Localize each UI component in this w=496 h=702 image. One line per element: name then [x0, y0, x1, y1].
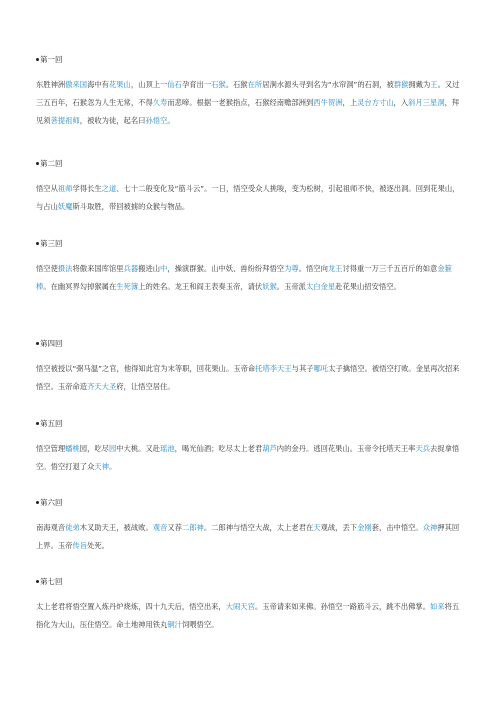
keyword-link[interactable]: 妖魔: [57, 202, 73, 211]
keyword-link[interactable]: 在所: [247, 80, 263, 89]
keyword-link[interactable]: 王: [430, 80, 438, 89]
paragraph-text: 将傲来国库馆里: [72, 264, 124, 273]
keyword-link[interactable]: 金刚: [357, 523, 372, 532]
keyword-link[interactable]: 中: [160, 264, 168, 273]
chapter-7: [36, 576, 464, 634]
paragraph-text: 中大桃。又赴: [116, 444, 161, 453]
paragraph-text: 木叉助天王，被战败。: [79, 523, 153, 532]
paragraph-text: 饲喂悟空。: [181, 620, 219, 629]
paragraph-text: 将五指化为大山，压住悟空。命土地神用铁丸: [36, 602, 460, 629]
paragraph-text: 海中有: [87, 80, 109, 89]
keyword-link[interactable]: 园: [108, 444, 117, 453]
paragraph-text: 悟空管理: [36, 444, 66, 453]
keyword-link[interactable]: 群猴: [393, 80, 409, 89]
keyword-link[interactable]: 哪吒: [313, 364, 329, 373]
keyword-link[interactable]: 蟠桃: [65, 444, 80, 453]
chapter-heading: 第三回: [36, 238, 464, 249]
paragraph-text: ，被收为徒，起名曰: [79, 116, 146, 125]
keyword-link[interactable]: 久寿: [152, 98, 168, 107]
paragraph-text: 园，吃尽: [79, 444, 109, 453]
paragraph-text: 孕育出一: [181, 80, 212, 89]
paragraph-text: ，操演群猴。山中妖、兽纷纷拜悟空: [167, 264, 285, 273]
keyword-link[interactable]: 斜月三星洞: [408, 98, 445, 107]
paragraph-text: 搬进山: [138, 264, 161, 273]
keyword-link[interactable]: 花果山: [108, 80, 131, 89]
keyword-link[interactable]: 铜汁: [167, 620, 182, 629]
paragraph-text: 。: [167, 116, 175, 125]
paragraph-text: ，喝光仙酒；吃尽太上老君: [174, 444, 263, 453]
paragraph-text: 而悲啼。根据一老猴指点，石猴经南赡部洲到: [167, 98, 314, 107]
paragraph-text: 。悟空向: [298, 264, 328, 273]
paragraph-text: 。: [108, 462, 117, 471]
keyword-link[interactable]: 摄法: [57, 264, 73, 273]
paragraph-text: ，拜见须: [36, 98, 460, 125]
bullet-dot: [36, 580, 39, 583]
keyword-link[interactable]: 观音: [152, 523, 168, 532]
keyword-link[interactable]: 金箍棒: [36, 264, 452, 291]
chapter-4: [36, 338, 464, 396]
keyword-link[interactable]: 西牛贺洲: [313, 98, 343, 107]
paragraph-text: 。二郎神与悟空大战，太上老君在: [203, 523, 314, 532]
keyword-link[interactable]: 天: [313, 523, 321, 532]
paragraph-text: 处死。: [87, 541, 109, 550]
paragraph-text: 。玉帝派: [276, 282, 306, 291]
chapter-paragraph: [36, 180, 464, 216]
paragraph-text: 太子擒悟空。被悟空打败。金星再次招来悟空。玉帝命造: [36, 364, 460, 391]
keyword-link[interactable]: 托塔李天王: [255, 364, 292, 373]
paragraph-text: 内的金丹。逃回花果山。玉帝令托塔天王率: [276, 444, 416, 453]
keyword-link[interactable]: 妖猴: [262, 282, 277, 291]
keyword-link[interactable]: 生死簿: [116, 282, 139, 291]
keyword-link[interactable]: 傲来国: [65, 80, 88, 89]
paragraph-text: 悟空从: [36, 184, 58, 193]
paragraph-text: 、七十二般变化及“筋斗云”。一日，悟空受众人挑唆，变为松树，引起祖师不快，被逐出洞。回到花果山，与占山: [36, 184, 460, 211]
bullet-dot: [36, 162, 39, 165]
paragraph-text: 东胜神洲: [36, 80, 66, 89]
chapter-2: [36, 158, 464, 216]
paragraph-text: 与其子: [291, 364, 314, 373]
chapter-heading: 第四回: [36, 338, 464, 349]
keyword-link[interactable]: 传旨: [72, 541, 88, 550]
keyword-link[interactable]: 太白金星: [305, 282, 336, 291]
paragraph-text: ，上: [342, 98, 358, 107]
keyword-link[interactable]: 兵器: [123, 264, 139, 273]
paragraph-text: 拥戴为: [408, 80, 431, 89]
chapter-heading: 第五回: [36, 418, 464, 429]
paragraph-text: 居涧水源头寻到名为“水帘洞”的石洞，被: [262, 80, 394, 89]
paragraph-text: 悟空使: [36, 264, 58, 273]
paragraph-text: ，山顶上一: [130, 80, 168, 89]
paragraph-text: 押其回上界。玉帝: [36, 523, 460, 550]
paragraph-text: 又荐: [167, 523, 182, 532]
paragraph-text: 。石猴: [225, 80, 248, 89]
paragraph-text: 悟空被授以“弼马温”之官，他得知此官为末等职，回花果山。玉帝命: [36, 364, 256, 373]
keyword-link[interactable]: 天兵: [415, 444, 431, 453]
bullet-dot: [36, 342, 39, 345]
paragraph-text: 。在幽冥界勾掉猴属在: [43, 282, 117, 291]
keyword-link[interactable]: 仙石: [167, 80, 182, 89]
chapter-paragraph: [36, 519, 464, 555]
keyword-link[interactable]: 如来: [430, 602, 445, 611]
keyword-link[interactable]: 菩提祖师: [50, 116, 80, 125]
paragraph-text: 赴花果山招安悟空。: [335, 282, 401, 291]
keyword-link[interactable]: 灵台方寸山: [357, 98, 394, 107]
chapter-heading: 第六回: [36, 497, 464, 508]
keyword-link[interactable]: 瑶池: [160, 444, 175, 453]
chapter-heading: 第七回: [36, 576, 464, 587]
keyword-link[interactable]: 石猴: [211, 80, 226, 89]
chapter-paragraph: [36, 598, 464, 634]
keyword-link[interactable]: 孙悟空: [145, 116, 168, 125]
chapter-1: [36, 54, 464, 130]
paragraph-text: 。玉帝请来如来佛。孙悟空一路筋斗云，跳不出佛掌。: [254, 602, 431, 611]
keyword-link[interactable]: 众神: [422, 523, 438, 532]
chapter-6: [36, 497, 464, 555]
paragraph-text: 学得长生: [72, 184, 102, 193]
chapter-5: [36, 418, 464, 476]
keyword-link[interactable]: 二郎神: [181, 523, 204, 532]
paragraph-text: 上的姓名。龙王和阎王表奏玉帝，请伏: [138, 282, 263, 291]
bullet-dot: [36, 58, 39, 61]
keyword-link[interactable]: 祖师: [57, 184, 73, 193]
paragraph-text: 斯斗取胜，带回被掳的众猴与物品。: [72, 202, 190, 211]
keyword-link[interactable]: 之道: [101, 184, 117, 193]
keyword-link[interactable]: 龙王: [327, 264, 343, 273]
chapter-paragraph: [36, 76, 464, 130]
paragraph-text: 府，让悟空居住。: [116, 382, 175, 391]
keyword-link[interactable]: 天神: [94, 462, 109, 471]
paragraph-text: 讨得重一万三千五百斤的如意: [342, 264, 438, 273]
keyword-link[interactable]: 葫芦: [262, 444, 277, 453]
paragraph-text: 太上老君将悟空置入炼丹炉烧炼，四十九天后，悟空出来，: [36, 602, 226, 611]
bullet-dot: [36, 242, 39, 245]
paragraph-text: 。又过三五百年，石猴忽为人生无常，不得: [36, 80, 460, 107]
chapter-paragraph: [36, 260, 464, 296]
chapter-heading: 第二回: [36, 158, 464, 169]
paragraph-text: 套，击中悟空。: [371, 523, 423, 532]
chapter-paragraph: [36, 440, 464, 476]
paragraph-text: 观战，丢下: [320, 523, 358, 532]
keyword-link[interactable]: 大闹天宫: [225, 602, 255, 611]
keyword-link[interactable]: 徒弟: [65, 523, 80, 532]
paragraph-text: 去捉拿悟空。悟空打退了众: [36, 444, 460, 471]
chapter-paragraph: [36, 360, 464, 396]
chapter-3: [36, 238, 464, 296]
keyword-link[interactable]: 为尊: [284, 264, 299, 273]
bullet-dot: [36, 422, 39, 425]
keyword-link[interactable]: 齐天大圣: [87, 382, 117, 391]
chapter-heading: 第一回: [36, 54, 464, 65]
bullet-dot: [36, 501, 39, 504]
paragraph-text: ，入: [393, 98, 409, 107]
paragraph-text: 南海观音: [36, 523, 66, 532]
